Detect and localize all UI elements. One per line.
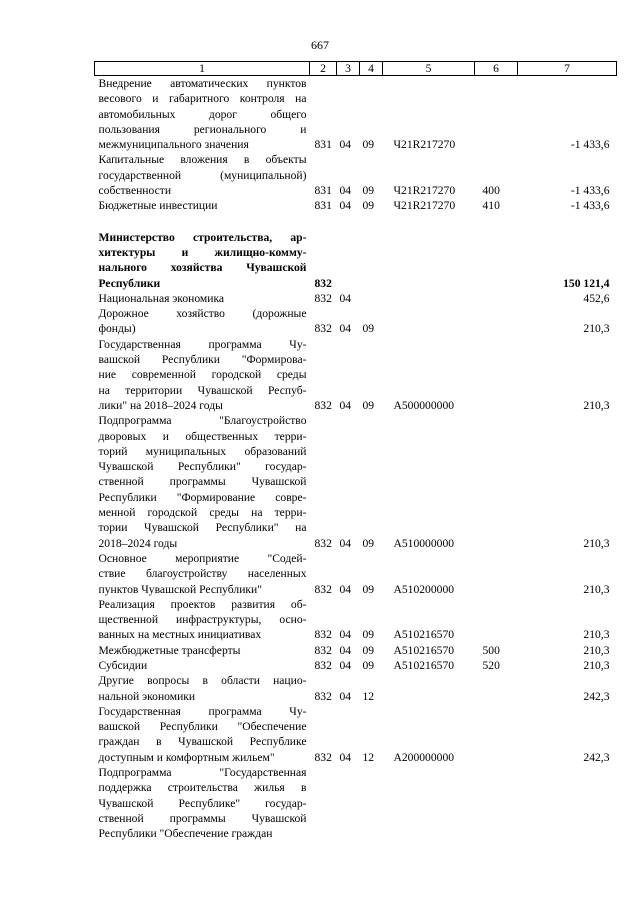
ministry-code: 831 <box>314 138 332 152</box>
row-name-line: хитектуры и жилищно-комму- <box>98 245 307 259</box>
subsection-code <box>360 230 383 291</box>
amount: 210,3 <box>583 658 610 672</box>
row-name-line: Бюджетные инвестиции <box>98 199 218 213</box>
spacer-row <box>95 214 617 230</box>
table-row <box>95 597 617 643</box>
row-name-line: щественной инфраструктуры, осно- <box>98 613 307 627</box>
expense-type <box>475 230 518 291</box>
table-row <box>95 291 617 306</box>
target-article: Ч21R217270 <box>393 199 456 213</box>
target-article: Ч21R217270 <box>393 138 456 152</box>
row-name-line: торий муниципальных образований <box>98 444 307 458</box>
amount: 242,3 <box>583 689 610 703</box>
expense-type <box>475 551 518 597</box>
expense-type <box>475 413 518 551</box>
table-row <box>95 230 617 291</box>
row-name-line: вашской Республики "Обеспечение <box>98 720 307 734</box>
table-row <box>95 76 617 153</box>
row-name-line: дворовых и общественных терри- <box>98 429 307 443</box>
row-name-line: фонды) <box>98 322 136 336</box>
expense-type <box>475 704 518 765</box>
row-name <box>95 152 310 198</box>
table-row <box>95 673 617 704</box>
row-name <box>95 704 310 765</box>
amount: 452,6 <box>583 291 610 305</box>
section-code: 04 <box>339 291 352 305</box>
row-name-line: Капитальные вложения в объекты <box>98 153 307 167</box>
section-code: 04 <box>339 643 352 657</box>
column-header-section: 3 <box>337 62 360 76</box>
subsection-code: 09 <box>362 628 375 642</box>
section-code: 04 <box>339 536 352 550</box>
ministry-code: 832 <box>314 398 332 412</box>
column-header-ministry: 2 <box>310 62 337 76</box>
ministry-code: 832 <box>314 750 332 764</box>
column-header-amount: 7 <box>518 62 617 76</box>
section-code: 04 <box>339 398 352 412</box>
row-name-line: Министерство строительства, ар- <box>98 230 307 244</box>
section-code <box>337 230 360 291</box>
row-name-line: на территории Чувашской Респуб- <box>98 383 307 397</box>
target-article <box>383 291 475 306</box>
row-name-line: Другие вопросы в области нацио- <box>98 674 307 688</box>
ministry-code: 832 <box>314 628 332 642</box>
table-row <box>95 643 617 658</box>
row-name-line: Субсидии <box>98 658 148 672</box>
row-name-line: тории Чувашской Республики" на <box>98 521 307 535</box>
amount <box>518 765 617 841</box>
row-name <box>95 551 310 597</box>
row-name <box>95 673 310 704</box>
row-name-line: автомобильных дорог общего <box>98 107 307 121</box>
subsection-code: 09 <box>362 138 375 152</box>
row-name-line: поддержка строительства жилья в <box>98 781 307 795</box>
column-header-name: 1 <box>95 62 310 76</box>
expense-type <box>475 306 518 337</box>
subsection-code: 12 <box>362 689 375 703</box>
subsection-code: 09 <box>362 658 375 672</box>
expense-type: 400 <box>482 184 500 198</box>
row-name-line: межмуниципального значения <box>98 138 249 152</box>
section-code: 04 <box>339 138 352 152</box>
row-name-line: Внедрение автоматических пунктов <box>98 77 307 90</box>
row-name-line: лики" на 2018–2024 годы <box>98 398 223 412</box>
row-name-line: весового и габаритного контроля на <box>98 92 307 106</box>
row-name-line: ние современной городской среды <box>98 368 307 382</box>
row-name <box>95 306 310 337</box>
row-name <box>95 76 310 153</box>
ministry-code: 832 <box>314 643 332 657</box>
row-name <box>95 597 310 643</box>
subsection-code: 09 <box>362 536 375 550</box>
section-code: 04 <box>339 689 352 703</box>
row-name <box>95 337 310 413</box>
amount: -1 433,6 <box>570 138 610 152</box>
expense-type <box>475 337 518 413</box>
row-name-line: нальной экономики <box>98 689 196 703</box>
row-name-line: Государственная программа Чу- <box>98 337 307 351</box>
subsection-code: 09 <box>362 199 375 213</box>
target-article <box>383 230 475 291</box>
expense-type: 410 <box>482 199 500 213</box>
row-name-line: Подпрограмма "Государственная <box>98 766 307 780</box>
amount: 210,3 <box>583 628 610 642</box>
row-name-line: ственной программы Чувашской <box>98 811 307 825</box>
amount: 210,3 <box>583 582 610 596</box>
row-name-line: доступным и комфортным жильем" <box>98 750 275 764</box>
target-article <box>383 673 475 704</box>
row-name <box>95 230 310 291</box>
target-article: А200000000 <box>393 750 455 764</box>
expense-type <box>475 673 518 704</box>
table-row <box>95 551 617 597</box>
row-name <box>95 643 310 658</box>
amount: 242,3 <box>583 750 610 764</box>
spacer-cell <box>95 214 617 230</box>
row-name-line: менной городской среды на терри- <box>98 506 307 520</box>
row-name-line: Республики <box>98 276 161 290</box>
row-name-line: ственной программы Чувашской <box>98 475 307 489</box>
subsection-code <box>360 291 383 306</box>
row-name-line: Подпрограмма "Благоустройство <box>98 414 307 428</box>
expense-type <box>475 291 518 306</box>
amount: 210,3 <box>583 536 610 550</box>
row-name <box>95 658 310 673</box>
row-name-line: Национальная экономика <box>98 291 225 305</box>
section-code: 04 <box>339 658 352 672</box>
table-row <box>95 765 617 841</box>
ministry-code: 832 <box>314 276 332 290</box>
section-code: 04 <box>339 582 352 596</box>
amount: 210,3 <box>583 398 610 412</box>
section-code <box>337 765 360 841</box>
target-article: А510000000 <box>393 536 455 550</box>
amount: 210,3 <box>583 643 610 657</box>
section-code: 04 <box>339 199 352 213</box>
target-article: А510216570 <box>393 658 455 672</box>
expense-type <box>475 76 518 153</box>
table-row <box>95 658 617 673</box>
subsection-code <box>360 765 383 841</box>
row-name-line: Республики "Обеспечение граждан <box>98 827 273 841</box>
row-name-line: Государственная программа Чу- <box>98 704 307 718</box>
subsection-code: 09 <box>362 322 375 336</box>
row-name <box>95 291 310 306</box>
ministry-code: 831 <box>314 184 332 198</box>
row-name <box>95 413 310 551</box>
target-article: А510200000 <box>393 582 455 596</box>
row-name-line: государственной (муниципальной) <box>98 168 307 182</box>
row-name-line: нального хозяйства Чувашской <box>98 261 307 275</box>
target-article <box>383 306 475 337</box>
row-name-line: пунктов Чувашской Республики" <box>98 582 262 596</box>
row-name <box>95 198 310 213</box>
target-article: А500000000 <box>393 398 455 412</box>
column-header-target: 5 <box>383 62 475 76</box>
target-article <box>383 765 475 841</box>
subsection-code: 09 <box>362 582 375 596</box>
table-row <box>95 413 617 551</box>
row-name-line: ванных на местных инициативах <box>98 628 262 642</box>
row-name <box>95 765 310 841</box>
target-article: Ч21R217270 <box>393 184 456 198</box>
amount: -1 433,6 <box>570 199 610 213</box>
ministry-code: 831 <box>314 199 332 213</box>
row-name-line: Республики "Формирование совре- <box>98 490 307 504</box>
row-name-line: вашской Республики "Формирова- <box>98 353 307 367</box>
expense-type <box>475 597 518 643</box>
ministry-code: 832 <box>314 536 332 550</box>
section-code: 04 <box>339 750 352 764</box>
column-header-expense-type: 6 <box>475 62 518 76</box>
subsection-code: 12 <box>362 750 375 764</box>
table-body <box>95 76 617 842</box>
subsection-code: 09 <box>362 184 375 198</box>
column-header-subsection: 4 <box>360 62 383 76</box>
ministry-code <box>310 765 337 841</box>
page-number: 667 <box>311 38 329 52</box>
table-header <box>95 62 617 76</box>
amount: 210,3 <box>583 322 610 336</box>
table-row <box>95 337 617 413</box>
expense-type: 500 <box>482 643 500 657</box>
ministry-code: 832 <box>314 689 332 703</box>
row-name-line: Межбюджетные трансферты <box>98 643 241 657</box>
row-name-line: собственности <box>98 184 172 198</box>
section-code: 04 <box>339 322 352 336</box>
table-row <box>95 198 617 213</box>
row-name-line: Чувашской Республике" государ- <box>98 796 307 810</box>
amount: 150 121,4 <box>563 276 610 290</box>
subsection-code: 09 <box>362 398 375 412</box>
budget-table <box>94 61 617 842</box>
row-name-line: 2018–2024 годы <box>98 536 178 550</box>
row-name-line: Дорожное хозяйство (дорожные <box>98 307 307 321</box>
ministry-code: 832 <box>314 658 332 672</box>
ministry-code: 832 <box>314 322 332 336</box>
expense-type: 520 <box>482 658 500 672</box>
row-name-line: Чувашской Республики" государ- <box>98 460 307 474</box>
table-row <box>95 306 617 337</box>
row-name-line: Реализация проектов развития об- <box>98 597 307 611</box>
row-name-line: пользования регионального и <box>98 122 307 136</box>
subsection-code: 09 <box>362 643 375 657</box>
table-row <box>95 704 617 765</box>
target-article: А510216570 <box>393 643 455 657</box>
row-name-line: граждан в Чувашской Республике <box>98 735 307 749</box>
row-name-line: Основное мероприятие "Содей- <box>98 551 307 565</box>
row-name-line: ствие благоустройству населенных <box>98 567 307 581</box>
ministry-code: 832 <box>314 291 332 305</box>
table-row <box>95 152 617 198</box>
section-code: 04 <box>339 628 352 642</box>
section-code: 04 <box>339 184 352 198</box>
expense-type <box>475 765 518 841</box>
amount: -1 433,6 <box>570 184 610 198</box>
target-article: А510216570 <box>393 628 455 642</box>
ministry-code: 832 <box>314 582 332 596</box>
